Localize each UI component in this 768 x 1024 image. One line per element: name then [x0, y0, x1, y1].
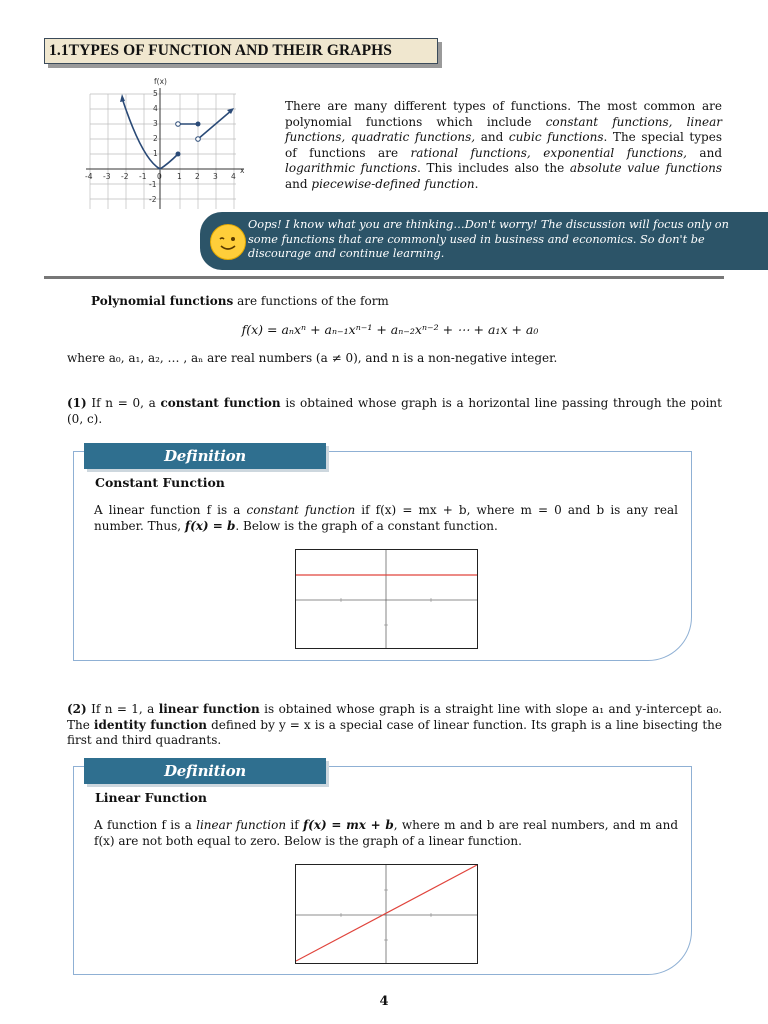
banner-text: Oops! I know what you are thinking…Don't worry! The discussion will focus only on some functions that are commonly used in business and economics. So don't be discourage and continue learning.: [248, 218, 729, 260]
intro-text: . The special types of functions are: [285, 130, 722, 160]
definition-text-part: if f(x) = mx + b, where m = 0 and b is any real number. Thus,: [94, 503, 679, 533]
x-tick: 0: [157, 172, 162, 181]
definition-text-part: A function f is a: [94, 818, 197, 832]
page-number: 4: [379, 994, 389, 1009]
intro-text: There are many different types of functions. The most common are polynomial functions which include: [285, 99, 722, 129]
definition-tab-label: Definition: [164, 762, 246, 780]
item-text: defined by y = x is a special case of linear function. Its graph is a line bisecting the first and third quadrants.: [67, 717, 722, 748]
section-heading: [44, 38, 438, 64]
item-text: is obtained whose graph is a horizontal line passing through the point (0, c).: [67, 396, 722, 426]
definition-tab: [84, 758, 326, 784]
definition-text-part: . Below is the graph of a constant function.: [235, 518, 498, 533]
definition-italic: constant function: [246, 503, 356, 517]
y-tick: 5: [153, 89, 158, 98]
x-tick: 1: [177, 172, 182, 181]
section-heading-text: 1.1TYPES OF FUNCTION AND THEIR GRAPHS: [49, 42, 393, 59]
item-text: is obtained whose graph is a straight line with slope a₁ and y-intercept a₀. The: [67, 702, 723, 732]
polynomial-lead-rest: are functions of the form: [233, 294, 389, 308]
intro-italic: logarithmic functions: [285, 161, 418, 176]
item-constant: [67, 396, 722, 427]
open-point: [176, 122, 181, 127]
item-bold: identity function: [93, 717, 208, 732]
definition-bold: f(x) = mx + b: [302, 818, 394, 832]
polynomial-where: where a₀, a₁, a₂, … , aₙ are real numbers (a ≠ 0), and n is a non-negative integer.: [67, 351, 558, 365]
definition-title: Linear Function: [95, 790, 208, 805]
y-axis-label: f(x): [154, 77, 167, 86]
x-tick: -3: [103, 172, 111, 181]
y-tick: 2: [153, 134, 158, 143]
item-text: If n = 1, a: [86, 702, 159, 716]
y-tick: 4: [153, 104, 158, 113]
intro-italic: cubic functions: [508, 130, 604, 145]
definition-text: [94, 818, 678, 849]
intro-text: .: [474, 176, 479, 191]
polynomial-lead-bold: Polynomial functions: [91, 294, 234, 308]
y-tick: 1: [153, 149, 158, 158]
x-tick: 3: [213, 172, 218, 181]
divider: [44, 276, 724, 279]
intro-paragraph: [285, 99, 722, 193]
intro-text: . This includes also the: [417, 161, 570, 176]
intro-italic: absolute value functions: [569, 161, 722, 176]
intro-italic: constant functions, linear functions, quadratic functions,: [285, 114, 722, 145]
intro-italic: piecewise-defined function: [311, 176, 475, 191]
definition-text-part: , where m and b are real numbers, and m and f(x) are not both equal to zero. Below is the graph of a linear function.: [94, 818, 678, 848]
closed-point: [196, 122, 201, 127]
x-tick: 2: [195, 172, 200, 181]
definition-text-part: if: [286, 818, 303, 832]
intro-text: and: [686, 145, 722, 160]
rising-segment: [198, 110, 232, 139]
x-tick: -1: [139, 172, 147, 181]
y-tick: -1: [149, 180, 157, 189]
linear-line: [296, 865, 477, 961]
item-number: (2): [67, 702, 87, 716]
definition-tab-label: Definition: [164, 447, 246, 465]
definition-text-part: A linear function f is a: [94, 503, 247, 517]
item-number: (1): [67, 396, 87, 410]
item-linear: [67, 702, 722, 749]
item-bold: constant function: [160, 396, 281, 410]
piecewise-graph: [82, 74, 252, 214]
x-tick: 4: [231, 172, 236, 181]
constant-function-graph: [295, 549, 478, 649]
item-bold: linear function: [158, 702, 260, 716]
definition-title: Constant Function: [95, 475, 225, 490]
y-tick: 3: [153, 119, 158, 128]
x-axis-label: x: [240, 166, 245, 175]
intro-italic: rational functions, exponential functions,: [410, 145, 687, 160]
definition-italic: linear function: [196, 818, 287, 832]
intro-text: and: [475, 130, 509, 145]
definition-tab: [84, 443, 326, 469]
item-text: If n = 0, a: [86, 396, 161, 410]
arrow-head-left: [120, 94, 125, 102]
polynomial-formula: f(x) = aₙxⁿ + aₙ₋₁xⁿ⁻¹ + aₙ₋₂xⁿ⁻² + ⋯ + a₁x + a₀: [241, 322, 539, 337]
intro-text: and: [285, 176, 312, 191]
definition-bold: f(x) = b: [184, 518, 236, 533]
x-tick: -4: [85, 172, 93, 181]
linear-function-graph: [295, 864, 478, 964]
definition-text: [94, 503, 678, 534]
x-tick: -2: [121, 172, 129, 181]
open-point: [196, 137, 201, 142]
winking-face-icon: [210, 224, 246, 260]
polynomial-lead: [91, 294, 389, 310]
closed-point: [176, 152, 181, 157]
y-tick: -2: [149, 195, 157, 204]
